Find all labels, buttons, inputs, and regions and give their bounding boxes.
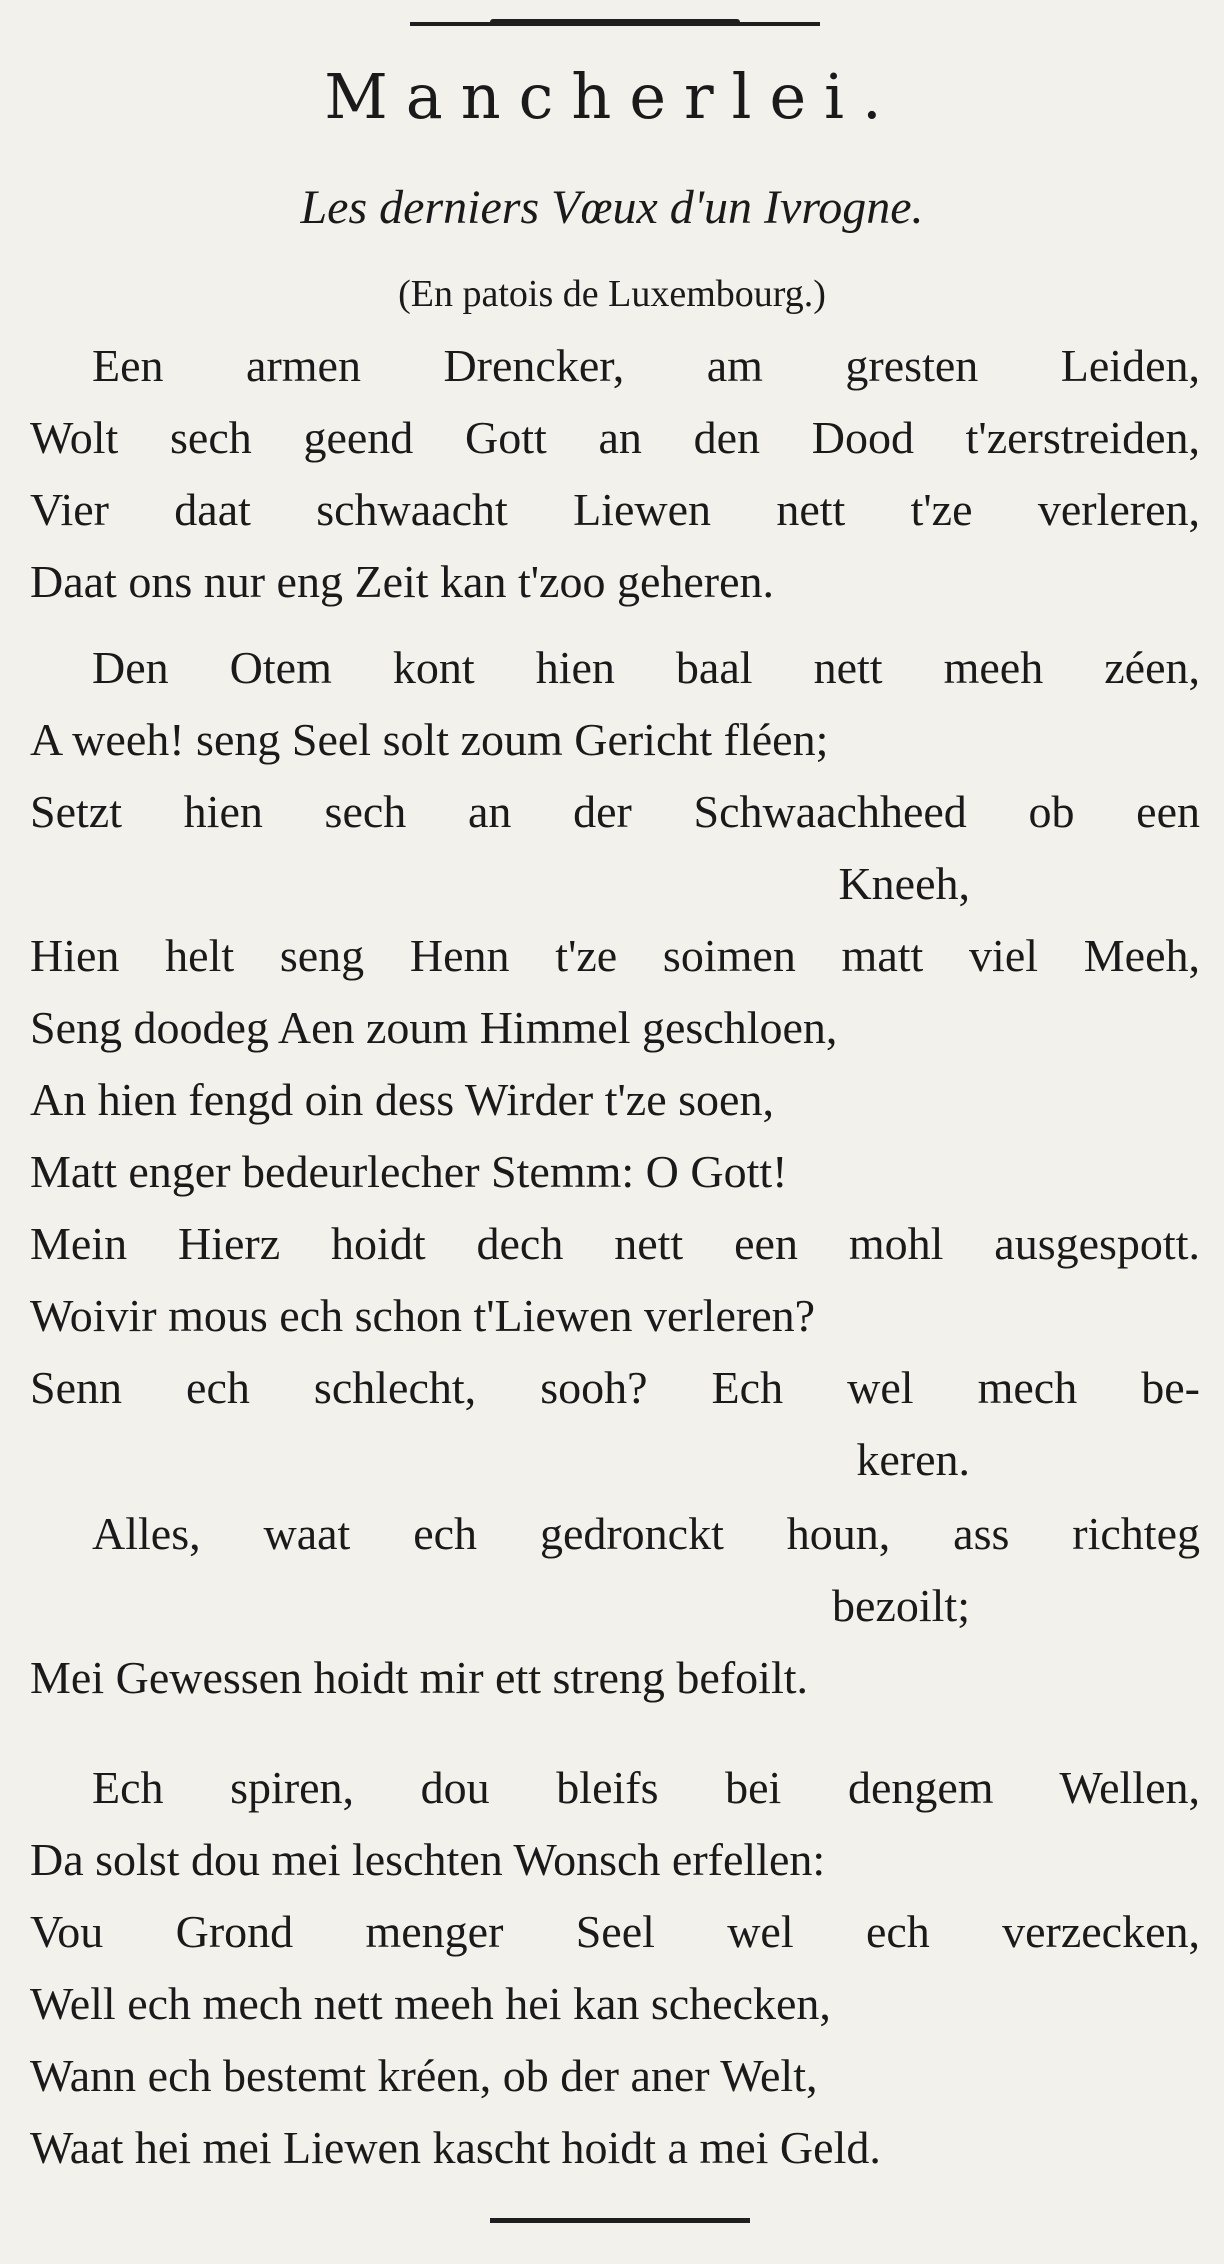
stanza-3 [30,1498,1200,1714]
section-title: Mancherlei. [324,60,900,133]
verse-line: Vou Grond menger Seel wel ech verzecken, [30,1906,1200,1957]
verse-line: Wolt sech geend Gott an den Dood t'zerstreiden, [30,412,1200,463]
verse-line-turnover: bezoilt; [832,1580,970,1631]
verse-line: Well ech mech nett meeh hei kan schecken, [30,1978,831,2029]
verse-line: Waat hei mei Liewen kascht hoidt a mei Geld. [30,2122,881,2173]
stanza-2 [30,632,1200,1496]
verse-line: Alles, waat ech gedronckt houn, ass richteg [92,1508,1200,1559]
verse-line: An hien fengd oin dess Wirder t'ze soen, [30,1074,774,1125]
verse-line: Mei Gewessen hoidt mir ett streng befoilt. [30,1652,809,1703]
verse-line: Matt enger bedeurlecher Stemm: O Gott! [30,1146,788,1197]
bottom-divider-rule [490,2218,750,2223]
verse-line: Den Otem kont hien baal nett meeh zéen, [92,642,1200,693]
top-divider-bulge [490,19,740,25]
verse-line: Hien helt seng Henn t'ze soimen matt viel Meeh, [30,930,1200,981]
poem-title: Les derniers Vœux d'un Ivrogne. [300,181,924,234]
verse-line-turnover: Kneeh, [838,858,970,909]
verse-line-turnover: keren. [856,1434,970,1485]
dialect-note: (En patois de Luxembourg.) [398,273,826,315]
verse-line: Ech spiren, dou bleifs bei dengem Wellen, [92,1762,1200,1813]
verse-line: Mein Hierz hoidt dech nett een mohl ausgespott. [30,1218,1200,1269]
verse-line: Senn ech schlecht, sooh? Ech wel mech be- [30,1362,1200,1413]
verse-line: Seng doodeg Aen zoum Himmel geschloen, [30,1002,838,1053]
top-divider-rule [410,22,820,26]
stanza-1 [30,330,1200,618]
verse-line: Woivir mous ech schon t'Liewen verleren? [30,1290,816,1341]
verse-line: Vier daat schwaacht Liewen nett t'ze verleren, [30,484,1200,535]
verse-line: Een armen Drencker, am gresten Leiden, [92,340,1200,391]
verse-line: Da solst dou mei leschten Wonsch erfellen: [30,1834,826,1885]
verse-line: A weeh! seng Seel solt zoum Gericht fléen; [30,714,829,765]
verse-line: Setzt hien sech an der Schwaachheed ob een [30,786,1200,837]
verse-line: Daat ons nur eng Zeit kan t'zoo geheren. [30,556,775,607]
verse-line: Wann ech bestemt kréen, ob der aner Welt, [30,2050,818,2101]
stanza-4 [30,1752,1200,2184]
